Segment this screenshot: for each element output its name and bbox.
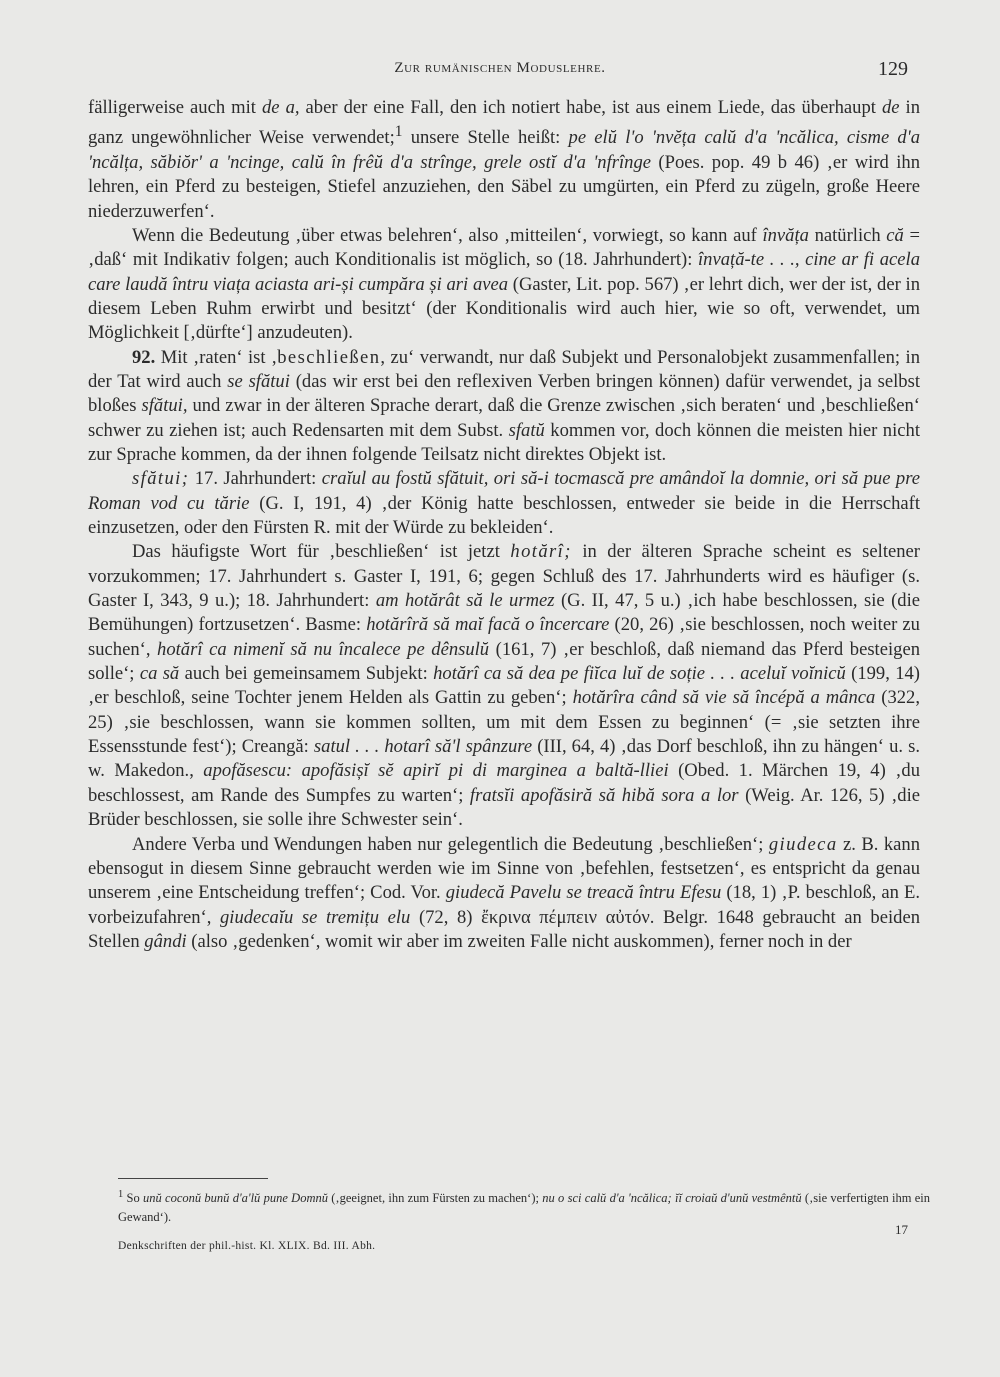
text-run: (322, 25) ‚sie beschlossen, wann sie kommen sollten, um mit dem Essen zu beginnen‘ (= ‚sie setzten ihre Essensstunde fest‘); Creangă:	[88, 687, 920, 758]
text-run: in ganz ungewöhnlicher Weise verwendet;	[88, 97, 920, 149]
italic-text: gândi	[144, 930, 187, 952]
footnote-ref: 1	[118, 1189, 124, 1200]
text-run: aber der eine Fall, den ich notiert habe, ist aus einem Liede, das überhaupt	[299, 97, 882, 118]
text-run: = ‚daß‘ mit Indikativ folgen; auch Konditionalis ist möglich, so (18. Jahrhundert):	[88, 224, 920, 271]
italic-text: se sfătui	[227, 370, 290, 392]
page-number: 129	[878, 58, 908, 80]
text-run: (das wir erst bei den reflexiven Verben bringen können) dafür verwendet, ja selbst bloßes	[88, 370, 920, 417]
italic-text: am hotărât să le urmez	[375, 590, 555, 612]
section-number: 92.	[132, 346, 156, 368]
text-run: Das häufigste Wort für ‚beschließen‘ ist jetzt	[132, 541, 511, 563]
paragraph	[88, 346, 920, 468]
italic-text: craĭul au fostŭ sfătuit, ori să-i tocmască pre amândoĭ la domnie, ori să pue pre Roman vod cu tărie	[88, 468, 920, 514]
text-run: (161, 7) ‚er beschloß, daß niemand das Pferd besteigen solle‘;	[88, 638, 920, 685]
text-run: (Obed. 1. Märchen 19, 4) ‚du beschlossest, am Rande des Sumpfes zu warten‘;	[88, 760, 920, 806]
text-run: (‚sie verfertigten ihm ein Gewand‘).	[118, 1191, 931, 1225]
text-run: (20, 26) ‚sie beschlossen, noch weiter zu suchen‘,	[88, 614, 920, 660]
text-run: unsere Stelle heißt:	[402, 127, 569, 149]
italic-text: giudecă Pavelu se treacă întru Efesu	[445, 882, 722, 904]
signature-mark: 17	[895, 1222, 908, 1237]
italic-text: învață-te . . ., cine ar fi acela care laudă întru viața aciasta ari-și cumpăra și ari avea	[88, 249, 920, 295]
text-run: z. B. kann ebensogut in diesem Sinne gebraucht werden wie im Sinne von ‚befehlen, festsetzen‘, es entspricht da genau unserem ‚eine Entscheidung treffen‘; Cod. Vor.	[88, 833, 920, 904]
italic-text: hotărî ca să dea pe fiĭca luĭ de soție . . . aceluĭ voĭnicŭ	[433, 663, 846, 685]
text-run: und zwar in der älteren Sprache derart, daß die Grenze zwischen ‚sich beraten‘ und ‚beschließen‘ schwer zu ziehen ist; auch Redensarten mit dem Subst.	[88, 395, 920, 441]
italic-text: sfătui;	[132, 468, 190, 490]
italic-text: de	[881, 97, 900, 118]
paragraph	[88, 540, 920, 832]
paragraph	[88, 96, 920, 224]
text-run: (18, 1) ‚P. beschloß, an E. vorbeizufahren‘,	[88, 882, 920, 928]
text-run: (III, 64, 4) ‚das Dorf beschloß, ihn zu hängen‘ u. s. w. Makedon.,	[88, 736, 920, 782]
italic-text: hotărîră să maĭ facă o încercare	[366, 614, 610, 636]
italic-text: fratsĭi apofăsiră să hibă sora a lor	[469, 784, 739, 806]
text-run: , zu‘ verwandt, nur daß Subjekt und Personalobjekt zusammenfallen; in der Tat wird auch	[88, 346, 921, 392]
italic-text: hotărî ca nimenĭ să nu încalece pe dênsulŭ	[157, 638, 490, 660]
running-head: Zur rumänischen Moduslehre.	[394, 60, 606, 76]
text-run: (Poes. pop. 49 b 46) ‚er wird ihn lehren, ein Pferd zu besteigen, Stiefel anzuziehen, den Säbel zu umgürten, ein Pferd zu zügeln, große Heere niederzuwerfen‘.	[88, 151, 920, 222]
text-run: Andere Verba und Wendungen haben nur gelegentlich die Bedeutung ‚beschließen‘;	[132, 833, 769, 855]
italic-text: satul . . . hotarî să'l spânzure	[313, 736, 533, 758]
italic-text: giudecaĭu se tremițu elu	[219, 906, 411, 928]
text-run: (72, 8) ἔκρινα πέμπειν αὐτόν. Belgr. 1648 gebraucht an beiden Stellen	[88, 906, 920, 952]
text-run: 17. Jahrhundert:	[189, 468, 322, 490]
italic-text: sfătui,	[141, 395, 188, 417]
text-run: (‚geeignet, ihn zum Fürsten zu machen‘);	[327, 1191, 543, 1206]
text-run: (G. I, 191, 4) ‚der König hatte beschlossen, entweder sie beide in die Herrschaft einzusetzen, oder den Fürsten R. mit der Würde zu bekleiden‘.	[88, 492, 920, 539]
text-run: (G. II, 47, 5 u.) ‚ich habe beschlossen, sie (die Bemühungen) fortzusetzen‘. Basme:	[88, 590, 920, 636]
text-run: beschließen	[277, 346, 381, 368]
footnote-ref: 1	[394, 123, 403, 141]
italic-text: de a,	[262, 97, 300, 118]
italic-text: învăța	[762, 224, 809, 246]
text-run: (Weig. Ar. 126, 5) ‚die Brüder beschlossen, sie solle ihre Schwester sein‘.	[88, 784, 920, 831]
paragraph	[88, 224, 920, 346]
text-run: natürlich	[808, 224, 887, 246]
text-run: Wenn die Bedeutung ‚über etwas belehren‘, also ‚mitteilen‘, vorwiegt, so kann auf	[132, 224, 763, 246]
footnote	[118, 1185, 930, 1227]
text-run: (Gaster, Lit. pop. 567) ‚er lehrt dich, wer der ist, der in diesem Leben Ruhm erwirbt und besitzt‘ (der Konditionalis wird auch hier, wie so oft, verwendet, um Möglichkeit [‚dürfte‘] anzudeuten).	[88, 273, 920, 344]
italic-text: hotărî;	[510, 541, 572, 563]
text-run: (also ‚gedenken‘, womit wir aber im zweiten Falle nicht auskommen), ferner noch in der	[186, 930, 852, 952]
text-run: (199, 14) ‚er beschloß, seine Tochter jenem Helden als Gattin zu geben‘;	[88, 663, 920, 709]
italic-text: giudeca	[768, 833, 838, 855]
italic-text: hotărîra când să vie să încépă a mânca	[572, 687, 876, 709]
text-run: So	[123, 1191, 143, 1206]
footnote-rule	[118, 1178, 268, 1179]
italic-text: pe elŭ l'o 'nvĕța calŭ d'a 'ncălica, cisme d'a 'ncălța, săbiŏr' a 'ncinge, calŭ în frêŭ d'a strînge, grele ostĭ d'a 'nfrînge	[88, 127, 920, 173]
text-run: auch bei gemeinsamem Subjekt:	[179, 663, 434, 685]
italic-text: că	[886, 224, 904, 246]
imprint-line: Denkschriften der phil.-hist. Kl. XLIX. Bd. III. Abh.	[118, 1240, 376, 1252]
text-run: fälligerweise auch mit	[88, 97, 262, 118]
italic-text: apofăsescu: apofăsișĭ sĕ apirĭ pi di marginea a baltă-lliei	[203, 760, 669, 782]
paragraph	[88, 833, 920, 955]
italic-text: ca să	[139, 663, 180, 685]
text-run: kommen vor, doch können die meisten hier nicht zur Sprache kommen, da der ihnen folgende Teilsatz nicht direktes Objekt ist.	[88, 419, 920, 465]
body-text	[88, 96, 920, 954]
italic-text: nu o sci calŭ d'a 'ncălica; ĭĭ croiaŭ d'unŭ vestmêntŭ	[542, 1191, 802, 1206]
text-run: Mit ‚raten‘ ist ‚	[155, 346, 278, 368]
paragraph	[88, 467, 920, 540]
italic-text: unŭ coconŭ bunŭ d'a'lŭ pune Domnŭ	[143, 1191, 328, 1206]
italic-text: sfatŭ	[508, 419, 545, 441]
text-run: in der älteren Sprache scheint es seltener vorzukommen; 17. Jahrhundert s. Gaster I, 191, 6; gegen Schluß des 17. Jahrhunderts wird es häufiger (s. Gaster I, 343, 9 u.); 18. Jahrhundert:	[88, 541, 920, 612]
